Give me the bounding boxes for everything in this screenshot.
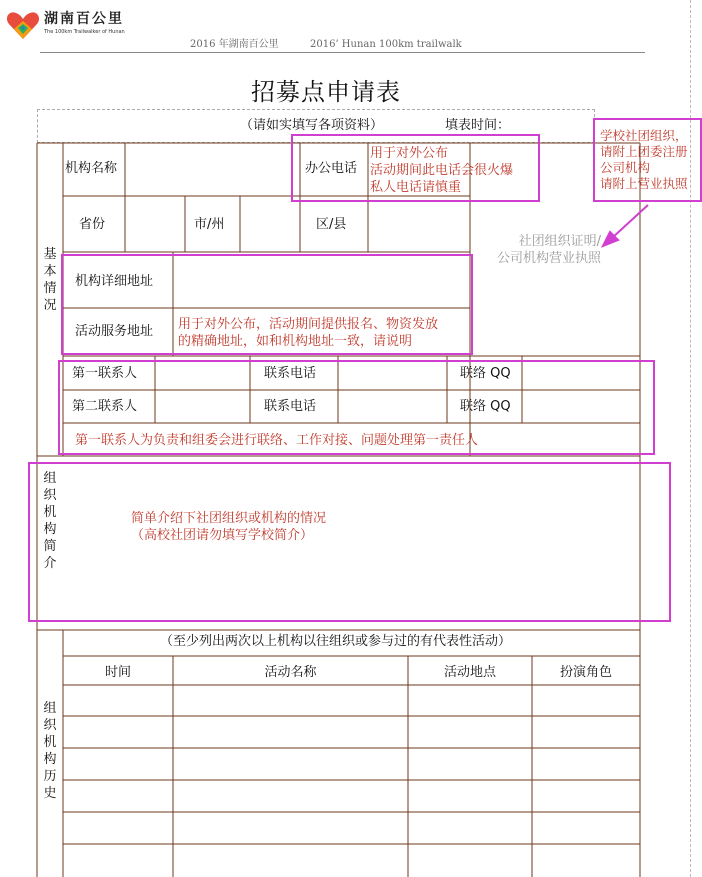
history-note: （至少列出两次以上机构以往组织或参与过的有代表性活动） [160,634,512,649]
address-note: 用于对外公布，活动期间提供报名、物资发放 的精确地址，如和机构地址一致，请说明 [178,317,439,349]
province-label: 省份 [79,217,106,232]
header-text-cn: 2016 年湖南百公里 [190,39,279,50]
city-field[interactable] [241,197,299,251]
history-col-role: 扮演角色 [559,665,612,680]
form-instruction: （请如实填写各项资料） [240,118,384,133]
qq1-label: 联络 QQ [460,366,511,381]
contact-highlight-box [58,360,655,455]
history-col-time: 时间 [104,665,131,680]
arrow-icon [603,205,648,246]
history-col-activity: 活动名称 [264,665,317,680]
side-note-highlight-box [593,118,702,202]
form-title: 招募点申请表 [251,78,401,106]
phone2-label: 联系电话 [264,399,317,414]
logo-subtitle: The 100km Trailwalker of Hunan [44,29,125,35]
intro-note: 简单介绍下社团组织或机构的情况 （高校社团请勿填写学校简介） [131,511,327,543]
phone-highlight-box [291,134,540,202]
contact2-label: 第二联系人 [72,399,138,414]
cert-note: 社团组织证明/ 公司机构营业执照 [497,234,602,266]
phone1-label: 联系电话 [264,366,317,381]
logo-title: 湖南百公里 [44,11,124,27]
district-label: 区/县 [316,217,347,232]
org-name-label: 机构名称 [65,161,118,176]
phone-note: 用于对外公布 活动期间此电话会很火爆 私人电话请慎重 [370,146,514,195]
org-name-field[interactable] [126,144,299,195]
contact1-label: 第一联系人 [72,366,138,381]
intro-highlight-box [28,462,671,622]
section-basic-label: 基本情况 [43,247,57,313]
address-highlight-box [61,254,473,355]
district-field[interactable] [369,197,469,251]
service-address-label: 活动服务地址 [75,324,154,339]
header-text-en: 2016’ Hunan 100km trailwalk [310,39,462,50]
fill-time-label: 填表时间： [445,118,511,133]
office-phone-label: 办公电话 [305,161,358,176]
province-field[interactable] [126,197,184,251]
detail-address-label: 机构详细地址 [75,274,154,289]
side-note: 学校社团组织， 请附上团委注册 公司机构 请附上营业执照 [600,128,688,191]
city-label: 市/州 [194,217,225,232]
history-col-location: 活动地点 [443,665,496,680]
qq2-label: 联络 QQ [460,399,511,414]
section-intro-label: 组织机构简介 [43,471,57,571]
section-history-label: 组织机构历史 [43,701,57,801]
contact-note: 第一联系人为负责和组委会进行联络、工作对接、问题处理第一责任人 [75,433,479,448]
